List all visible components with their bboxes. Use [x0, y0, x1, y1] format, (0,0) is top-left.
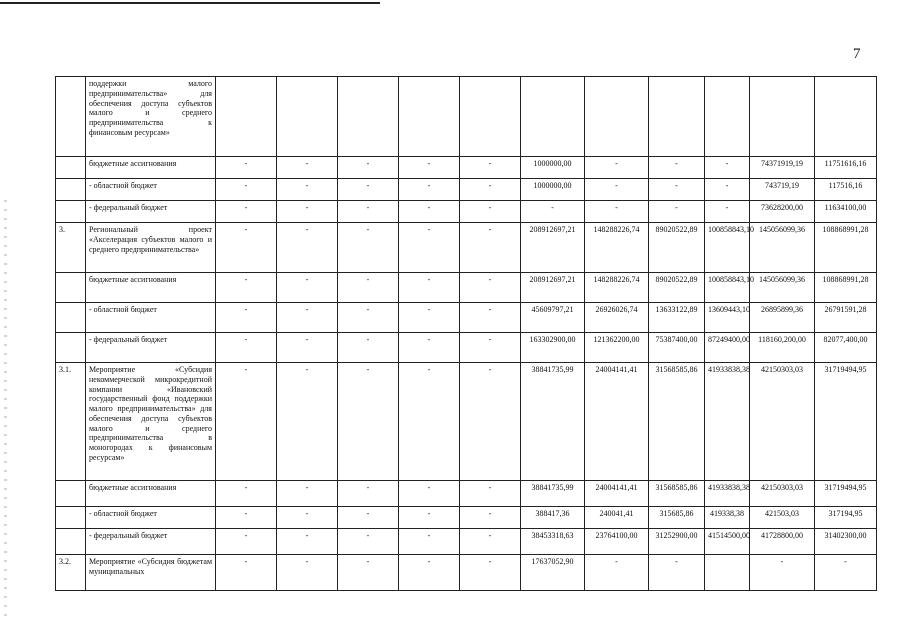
cell-value: 38841735,99 — [521, 481, 585, 507]
cell-value: - — [338, 273, 399, 303]
cell-value: 73628200,00 — [750, 201, 815, 223]
cell-value: 208912697,21 — [521, 273, 585, 303]
table-row — [56, 555, 877, 591]
cell-value — [216, 77, 277, 157]
cell-value: - — [460, 363, 521, 481]
cell-value: - — [649, 201, 705, 223]
cell-value: - — [460, 273, 521, 303]
cell-value: - — [705, 179, 750, 201]
cell-value: 26895899,36 — [750, 303, 815, 333]
cell-value: 11751616,16 — [815, 157, 877, 179]
cell-value — [750, 77, 815, 157]
cell-value: 13633122,89 — [649, 303, 705, 333]
cell-value: 89020522,89 — [649, 223, 705, 273]
cell-value: 145056099,36 — [750, 273, 815, 303]
cell-value — [521, 77, 585, 157]
cell-value: - — [216, 303, 277, 333]
cell-value: - — [399, 363, 460, 481]
cell-value: - — [399, 223, 460, 273]
cell-value: - — [338, 555, 399, 591]
cell-value: 118160,200,00 — [750, 333, 815, 363]
cell-value: 89020522,89 — [649, 273, 705, 303]
table-row — [56, 303, 877, 333]
row-name: - федеральный бюджет — [86, 529, 216, 555]
cell-value: - — [216, 201, 277, 223]
cell-value — [585, 77, 649, 157]
row-name: - областной бюджет — [86, 303, 216, 333]
cell-value: - — [460, 529, 521, 555]
cell-value: 26791591,28 — [815, 303, 877, 333]
cell-value: 145056099,36 — [750, 223, 815, 273]
scan-artifact — [4, 200, 7, 620]
row-name: бюджетные ассигнования — [86, 157, 216, 179]
table-row — [56, 157, 877, 179]
cell-value: - — [460, 333, 521, 363]
table-row — [56, 481, 877, 507]
cell-value: - — [277, 481, 338, 507]
cell-value: 163302900,00 — [521, 333, 585, 363]
row-number: 3.1. — [56, 363, 86, 481]
cell-value: 208912697,21 — [521, 223, 585, 273]
cell-value: 38453318,63 — [521, 529, 585, 555]
cell-value: - — [705, 157, 750, 179]
table-row — [56, 179, 877, 201]
cell-value: - — [338, 507, 399, 529]
cell-value: 74371919,19 — [750, 157, 815, 179]
cell-value: 41933838,38 — [705, 363, 750, 481]
cell-value: 419338,38 — [705, 507, 750, 529]
cell-value — [705, 77, 750, 157]
cell-value: - — [649, 157, 705, 179]
cell-value: - — [585, 157, 649, 179]
row-name: Региональный проект «Акселерация субъектов малого и среднего предпринимательства» — [86, 223, 216, 273]
cell-value: 108868991,28 — [815, 223, 877, 273]
row-name: Мероприятие «Субсидия бюджетам муниципальных — [86, 555, 216, 591]
cell-value: 24004141,41 — [585, 481, 649, 507]
cell-value: - — [750, 555, 815, 591]
cell-value — [460, 77, 521, 157]
cell-value: - — [705, 201, 750, 223]
cell-value: 31252900,00 — [649, 529, 705, 555]
cell-value: - — [460, 201, 521, 223]
table-row — [56, 77, 877, 157]
cell-value: 1000000,00 — [521, 157, 585, 179]
table-row — [56, 201, 877, 223]
cell-value: - — [399, 333, 460, 363]
cell-value: - — [338, 223, 399, 273]
cell-value: 41728800,00 — [750, 529, 815, 555]
cell-value: - — [460, 481, 521, 507]
cell-value: - — [815, 555, 877, 591]
cell-value: - — [277, 201, 338, 223]
cell-value: - — [338, 333, 399, 363]
cell-value: - — [216, 529, 277, 555]
cell-value: - — [216, 179, 277, 201]
cell-value: - — [585, 201, 649, 223]
cell-value: 31568585,86 — [649, 481, 705, 507]
cell-value — [338, 77, 399, 157]
cell-value: 315685,86 — [649, 507, 705, 529]
cell-value: 388417,36 — [521, 507, 585, 529]
cell-value: 421503,03 — [750, 507, 815, 529]
cell-value: 13609443,10 — [705, 303, 750, 333]
table-row — [56, 223, 877, 273]
row-number — [56, 481, 86, 507]
row-number — [56, 273, 86, 303]
cell-value: - — [277, 529, 338, 555]
cell-value: - — [277, 303, 338, 333]
cell-value: - — [216, 555, 277, 591]
cell-value: - — [399, 481, 460, 507]
cell-value: - — [277, 507, 338, 529]
cell-value: 45609797,21 — [521, 303, 585, 333]
row-number — [56, 77, 86, 157]
cell-value: 82077,400,00 — [815, 333, 877, 363]
cell-value: 100858843,10 — [705, 223, 750, 273]
cell-value: - — [338, 529, 399, 555]
cell-value: 31568585,86 — [649, 363, 705, 481]
cell-value: 31719494,95 — [815, 481, 877, 507]
cell-value: - — [460, 223, 521, 273]
cell-value: 17637052,90 — [521, 555, 585, 591]
row-number: 3.2. — [56, 555, 86, 591]
row-name: - областной бюджет — [86, 507, 216, 529]
cell-value: - — [216, 273, 277, 303]
cell-value: 41514500,00 — [705, 529, 750, 555]
cell-value: 108868991,28 — [815, 273, 877, 303]
page-number: 7 — [853, 46, 861, 62]
cell-value: 100858843,10 — [705, 273, 750, 303]
cell-value — [399, 77, 460, 157]
cell-value: - — [399, 303, 460, 333]
cell-value: - — [338, 157, 399, 179]
cell-value: 743719,19 — [750, 179, 815, 201]
cell-value: - — [277, 223, 338, 273]
row-number — [56, 507, 86, 529]
table-row — [56, 529, 877, 555]
row-name: бюджетные ассигнования — [86, 273, 216, 303]
cell-value: - — [585, 179, 649, 201]
cell-value: - — [399, 157, 460, 179]
cell-value: - — [216, 223, 277, 273]
row-name: поддержки малого предпринимательства» для обеспечения доступа субъектов малого и среднего предпринимательства к финансовым ресурсам» — [86, 77, 216, 157]
cell-value: 26926026,74 — [585, 303, 649, 333]
cell-value: - — [216, 507, 277, 529]
table-row — [56, 273, 877, 303]
cell-value: - — [277, 555, 338, 591]
cell-value: 31402300,00 — [815, 529, 877, 555]
row-number — [56, 201, 86, 223]
cell-value: 24004141,41 — [585, 363, 649, 481]
row-number — [56, 179, 86, 201]
cell-value: 148288226,74 — [585, 223, 649, 273]
cell-value: - — [338, 303, 399, 333]
row-number — [56, 529, 86, 555]
cell-value: - — [277, 179, 338, 201]
cell-value: 121362200,00 — [585, 333, 649, 363]
row-name: - федеральный бюджет — [86, 333, 216, 363]
cell-value: - — [399, 507, 460, 529]
cell-value: 23764100,00 — [585, 529, 649, 555]
cell-value: 42150303,03 — [750, 481, 815, 507]
cell-value — [649, 77, 705, 157]
cell-value: - — [399, 555, 460, 591]
row-number — [56, 157, 86, 179]
cell-value: 117516,16 — [815, 179, 877, 201]
cell-value: - — [216, 157, 277, 179]
cell-value: - — [649, 179, 705, 201]
table-row — [56, 333, 877, 363]
cell-value: 42150303,03 — [750, 363, 815, 481]
cell-value: 41933838,38 — [705, 481, 750, 507]
cell-value: 31719494,95 — [815, 363, 877, 481]
table-row — [56, 363, 877, 481]
cell-value: 148288226,74 — [585, 273, 649, 303]
cell-value: - — [277, 333, 338, 363]
cell-value: - — [399, 201, 460, 223]
row-name: Мероприятие «Субсидия некоммерческой микрокредитной компании «Ивановский государственный фонд поддержки малого предпринимательства» для обеспечения доступа субъектов малого и среднего предпринимательства в моногородах к финансовым ресурсам» — [86, 363, 216, 481]
cell-value: 87249400,00 — [705, 333, 750, 363]
cell-value: 11634100,00 — [815, 201, 877, 223]
row-name: - областной бюджет — [86, 179, 216, 201]
row-name: - федеральный бюджет — [86, 201, 216, 223]
cell-value: 38841735,99 — [521, 363, 585, 481]
cell-value: - — [649, 555, 705, 591]
row-name: бюджетные ассигнования — [86, 481, 216, 507]
cell-value: - — [399, 273, 460, 303]
cell-value: 75387400,00 — [649, 333, 705, 363]
cell-value: - — [338, 363, 399, 481]
cell-value: - — [460, 507, 521, 529]
cell-value — [815, 77, 877, 157]
row-number: 3. — [56, 223, 86, 273]
cell-value: - — [399, 529, 460, 555]
cell-value: - — [399, 179, 460, 201]
cell-value: - — [460, 157, 521, 179]
cell-value: - — [277, 157, 338, 179]
cell-value: - — [277, 273, 338, 303]
row-number — [56, 333, 86, 363]
cell-value: - — [216, 481, 277, 507]
cell-value: - — [338, 179, 399, 201]
cell-value: 240041,41 — [585, 507, 649, 529]
cell-value: - — [585, 555, 649, 591]
row-number — [56, 303, 86, 333]
budget-table — [55, 76, 877, 591]
cell-value: 1000000,00 — [521, 179, 585, 201]
cell-value — [277, 77, 338, 157]
cell-value: - — [338, 201, 399, 223]
cell-value: - — [338, 481, 399, 507]
cell-value: - — [460, 555, 521, 591]
cell-value: - — [460, 179, 521, 201]
cell-value: - — [521, 201, 585, 223]
cell-value: - — [216, 363, 277, 481]
table-row — [56, 507, 877, 529]
cell-value: - — [216, 333, 277, 363]
cell-value: 317194,95 — [815, 507, 877, 529]
top-rule — [0, 2, 380, 4]
cell-value: - — [460, 303, 521, 333]
cell-value: - — [277, 363, 338, 481]
cell-value — [705, 555, 750, 591]
